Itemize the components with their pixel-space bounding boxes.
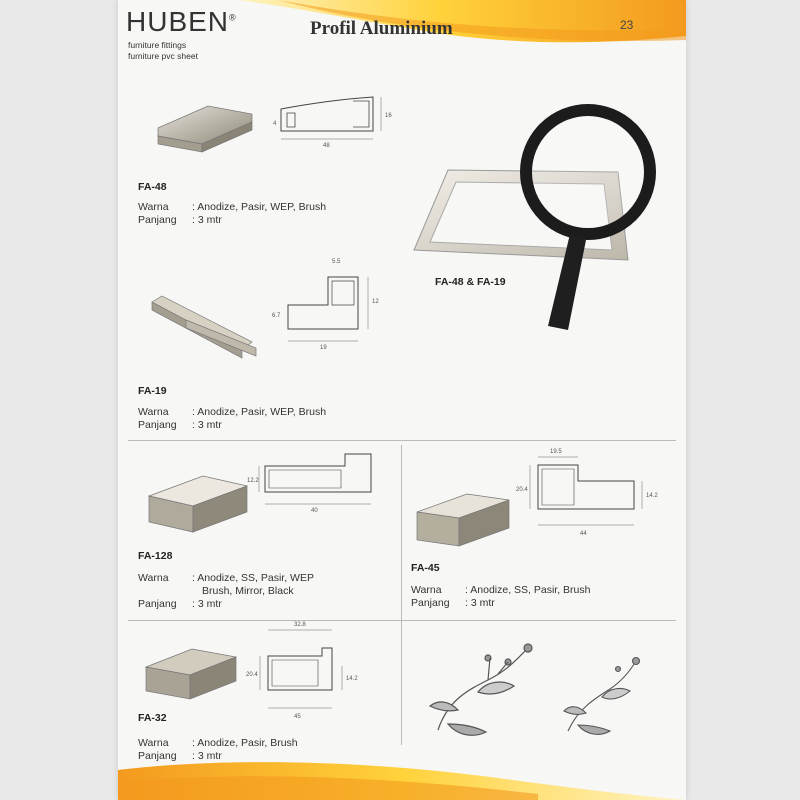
- fa48-dim-lip: 4: [273, 121, 277, 127]
- fa128-warna-value-2: Brush, Mirror, Black: [202, 585, 294, 597]
- fa45-profile-drawing: [518, 443, 668, 543]
- fa45-panjang-label: Panjang: [411, 597, 450, 609]
- fa128-dim-width: 40: [311, 508, 318, 514]
- fa128-profile-drawing: [247, 448, 403, 533]
- fa32-dim-top: 32.8: [294, 622, 306, 628]
- fa128-spec: [138, 572, 314, 611]
- catalog-page: [118, 0, 686, 800]
- fa48-spec: [138, 201, 326, 227]
- fa48-code: FA-48: [138, 181, 167, 193]
- fa19-panjang-label: Panjang: [138, 419, 177, 431]
- fa32-code: FA-32: [138, 712, 167, 724]
- fa128-code: FA-128: [138, 550, 173, 562]
- fa32-dim-height: 20.4: [246, 672, 258, 678]
- divider-lower: [128, 620, 676, 621]
- fa32-product-image: [140, 645, 240, 705]
- fa128-warna-label: Warna: [138, 572, 169, 584]
- fa32-panjang-value: : 3 mtr: [192, 750, 222, 762]
- fa45-product-image: [411, 488, 511, 553]
- tagline-fittings: furniture fittings: [128, 40, 187, 50]
- fa32-dim-width: 45: [294, 714, 301, 720]
- page-title: Profil Aluminium: [310, 18, 453, 39]
- page-number: 23: [620, 18, 634, 32]
- fa32-warna-value: : Anodize, Pasir, Brush: [192, 737, 298, 749]
- fa48-profile-drawing: [273, 95, 413, 155]
- magnifier-icon: [518, 102, 668, 342]
- fa19-spec: [138, 406, 326, 432]
- fa19-panjang-value: : 3 mtr: [192, 419, 222, 431]
- fa19-dim-width: 19: [320, 345, 327, 351]
- fa45-warna-label: Warna: [411, 584, 442, 596]
- feature-caption: FA-48 & FA-19: [435, 276, 506, 288]
- fa48-warna-label: Warna: [138, 201, 169, 213]
- fa45-dim-right: 14.2: [646, 493, 658, 499]
- fa48-dim-width: 48: [323, 143, 330, 149]
- fa48-product-image: [148, 100, 258, 160]
- divider-mid: [128, 440, 676, 441]
- fa19-product-image: [146, 292, 266, 362]
- fa32-profile-drawing: [238, 618, 398, 728]
- fa48-dim-height: 16: [385, 113, 392, 119]
- fa45-dim-top: 19.5: [550, 449, 562, 455]
- fa32-dim-right: 14.2: [346, 676, 358, 682]
- fa45-dim-width: 44: [580, 531, 587, 537]
- fa45-panjang-value: : 3 mtr: [465, 597, 495, 609]
- fa45-code: FA-45: [411, 562, 440, 574]
- fa45-spec: [411, 584, 590, 610]
- fa19-code: FA-19: [138, 385, 167, 397]
- fa48-warna-value: : Anodize, Pasir, WEP, Brush: [192, 201, 327, 213]
- floral-ornament-small-icon: [558, 655, 648, 740]
- fa128-panjang-label: Panjang: [138, 598, 177, 610]
- fa45-dim-height: 20.4: [516, 487, 528, 493]
- fa32-warna-label: Warna: [138, 737, 169, 749]
- fa32-panjang-label: Panjang: [138, 750, 177, 762]
- tagline-pvc: furniture pvc sheet: [128, 51, 198, 61]
- fa48-panjang-label: Panjang: [138, 214, 177, 226]
- brand-logo: HUBEN®: [126, 6, 237, 37]
- fa19-warna-value: : Anodize, Pasir, WEP, Brush: [192, 406, 327, 418]
- fa19-profile-drawing: [268, 255, 408, 355]
- fa128-warna-value: : Anodize, SS, Pasir, WEP: [192, 572, 314, 584]
- fa19-dim-inner: 6.7: [272, 313, 281, 319]
- fa19-dim-slot: 5.5: [332, 259, 341, 265]
- fa19-dim-height: 12: [372, 299, 379, 305]
- fa128-dim-height: 12.2: [247, 478, 259, 484]
- fa45-warna-value: : Anodize, SS, Pasir, Brush: [465, 584, 591, 596]
- fa128-product-image: [143, 470, 253, 540]
- fa128-panjang-value: : 3 mtr: [192, 598, 222, 610]
- fa48-panjang-value: : 3 mtr: [192, 214, 222, 226]
- bottom-swoosh-decoration: [118, 748, 686, 800]
- floral-ornament-icon: [418, 640, 548, 745]
- fa19-warna-label: Warna: [138, 406, 169, 418]
